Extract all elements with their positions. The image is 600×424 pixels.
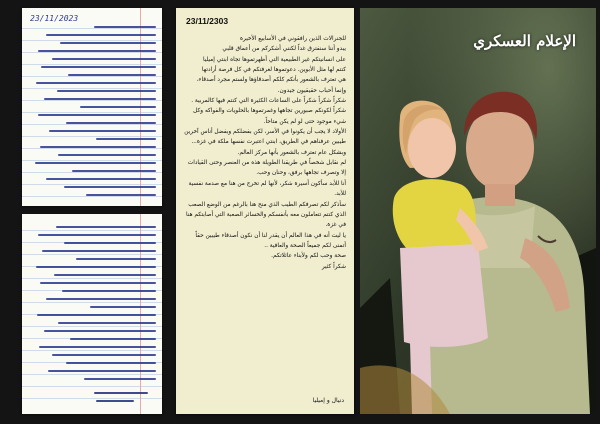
handwritten-note-page-2 xyxy=(22,214,162,414)
letter-paragraph: الأولاد لا يجب أن يكونوا في الأسر، لكن بفضلكم وبفضل أناس آخرين طيبين عرفناهم في الطريق، ابنتي اعتبرت نفسها ملكة في غزة... xyxy=(184,129,346,146)
letter-paragraph: سأذكر لكم تصرفكم الطيب الذي منح هنا بالرغم من الوضع الصعب الذي كنتم تتعاملون معه بأنفسكم والخسائر الصعبة التي أصابتكم هنا في غزة. xyxy=(185,201,346,229)
letter-signature: دنيال و إميليا xyxy=(312,397,344,404)
letter-paragraph: شكراً كثير xyxy=(321,263,346,270)
letter-paragraph: كنتم لها مثل الأبوين. دعوتموها لغرفتكم في كل فرصة أرادتها xyxy=(201,67,346,74)
letter-paragraph: أنا للأبد سأكون أسيرة شكر، لأنها لم تخرج من هنا مع صدمة نفسية للأبد. xyxy=(188,180,346,198)
photo-illustration xyxy=(360,8,596,414)
letter-paragraph: للجنرالات الذين رافقوني في الأسابيع الأخيرة xyxy=(239,36,346,42)
letter-paragraph: هي تعترف بالشعور بأنكم كلكم أصدقاؤها ولستم مجرد أصدقاء، وإنما أحباب حقيقيون جيدون. xyxy=(196,77,346,94)
letter-paragraph: أتمنى لكم جميعاً الصحة والعافية .. xyxy=(264,242,346,249)
letter-paragraph: وبشكل عام تعترف بالشعور بأنها مركز العالم. xyxy=(237,149,346,156)
letter-paragraph: شكراً لكونكم صبورين تجاهها وغمرتموها بالحلويات والفواكه وكل شيء موجود حتى لو لم يكن متاحاً. xyxy=(193,108,346,125)
handwritten-note-page-1 xyxy=(22,8,162,206)
letter-paragraph: يبدو أننا سنفترق غداً لكنني أشكركم من أعماق قلبي xyxy=(222,46,346,53)
letter-body xyxy=(184,34,346,272)
letter-paragraph: يا ليت أنه في هذا العالم أن يقدر لنا أن نكون أصدقاء طيبين حقاً xyxy=(195,232,346,239)
letter-paragraph: لم نقابل شخصاً في طريقنا الطويلة هذه من العنصر وحتى القيادات إلا وتصرف تجاهها برفق، وحنان وحب. xyxy=(187,160,346,177)
letter-paragraph: على انسانيتكم غير الطبيعية التي أظهرتموها تجاه ابنتي إميليا xyxy=(203,56,346,63)
media-logo: الإعلام العسكري xyxy=(473,32,576,50)
note-date: 23/11/2023 xyxy=(30,14,79,23)
letter-date: 23/11/2303 xyxy=(186,16,229,26)
photo-panel xyxy=(360,8,596,414)
letter-paragraph: شكراً شكراً شكراً على الساعات الكثيرة التي كنتم فيها كالمربية . xyxy=(191,98,346,105)
letter-paragraph: صحة وحب لكم ولأبناء عائلاتكم. xyxy=(271,253,346,260)
typed-translation-sheet xyxy=(176,8,354,414)
